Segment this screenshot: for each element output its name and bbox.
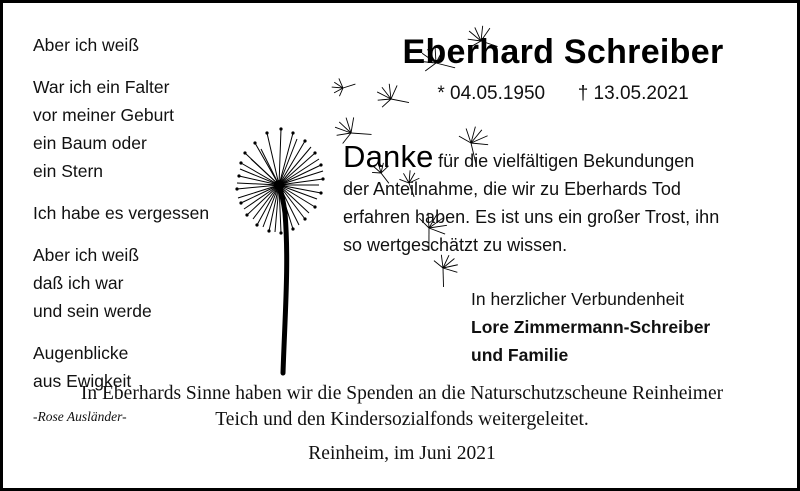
thanks-block xyxy=(343,139,773,259)
poem-line: daß ich war xyxy=(33,273,124,293)
thanks-first-line xyxy=(343,139,773,175)
poem-line: und sein werde xyxy=(33,301,152,321)
poem-line: Augenblicke xyxy=(33,343,129,363)
closing-salutation: In herzlicher Verbundenheit xyxy=(471,289,685,309)
poem-stanza xyxy=(33,199,248,227)
poem-stanza xyxy=(33,241,248,325)
birth-date: 04.05.1950 xyxy=(450,83,546,104)
birth-symbol: * xyxy=(437,83,445,104)
thanks-first-line-text: für die vielfältigen Bekundungen xyxy=(438,151,695,171)
donation-line: In Eberhards Sinne haben wir die Spenden an die Naturschutzscheune Reinheimer xyxy=(80,383,724,404)
thanks-line: erfahren haben. Es ist uns ein großer Trost, ihn xyxy=(343,207,720,227)
poem-line: Aber ich weiß xyxy=(33,245,140,265)
poem-line: Ich habe es vergessen xyxy=(33,203,210,223)
poem-line: ein Stern xyxy=(33,161,104,181)
poem-line: vor meiner Geburt xyxy=(33,105,175,125)
death-date: 13.05.2021 xyxy=(593,83,689,104)
poem-stanza xyxy=(33,73,248,185)
donation-note xyxy=(23,381,781,433)
life-dates xyxy=(343,83,783,105)
signer-name: Lore Zimmermann-Schreiber xyxy=(471,317,711,337)
poem-author: -Rose Ausländer- xyxy=(33,409,127,424)
place-date: Reinheim, im Juni 2021 xyxy=(308,443,496,464)
thanks-line: der Anteilnahme, die wir zu Eberhards Tod xyxy=(343,179,681,199)
poem-block xyxy=(33,31,248,425)
signer-family: und Familie xyxy=(471,345,569,365)
deceased-name: Eberhard Schreiber xyxy=(402,33,724,71)
poem-line: ein Baum oder xyxy=(33,133,147,153)
thanks-heading: Danke xyxy=(343,139,434,174)
donation-line: Teich und den Kindersozialfonds weitergeleitet. xyxy=(215,409,589,430)
death-symbol: † xyxy=(577,83,589,104)
poem-line: Aber ich weiß xyxy=(33,35,140,55)
thanks-line: so wertgeschätzt zu wissen. xyxy=(343,235,568,255)
closing-block xyxy=(471,285,791,369)
poem-line: War ich ein Falter xyxy=(33,77,170,97)
poem-line: aus Ewigkeit xyxy=(33,371,132,391)
poem-stanza xyxy=(33,31,248,59)
